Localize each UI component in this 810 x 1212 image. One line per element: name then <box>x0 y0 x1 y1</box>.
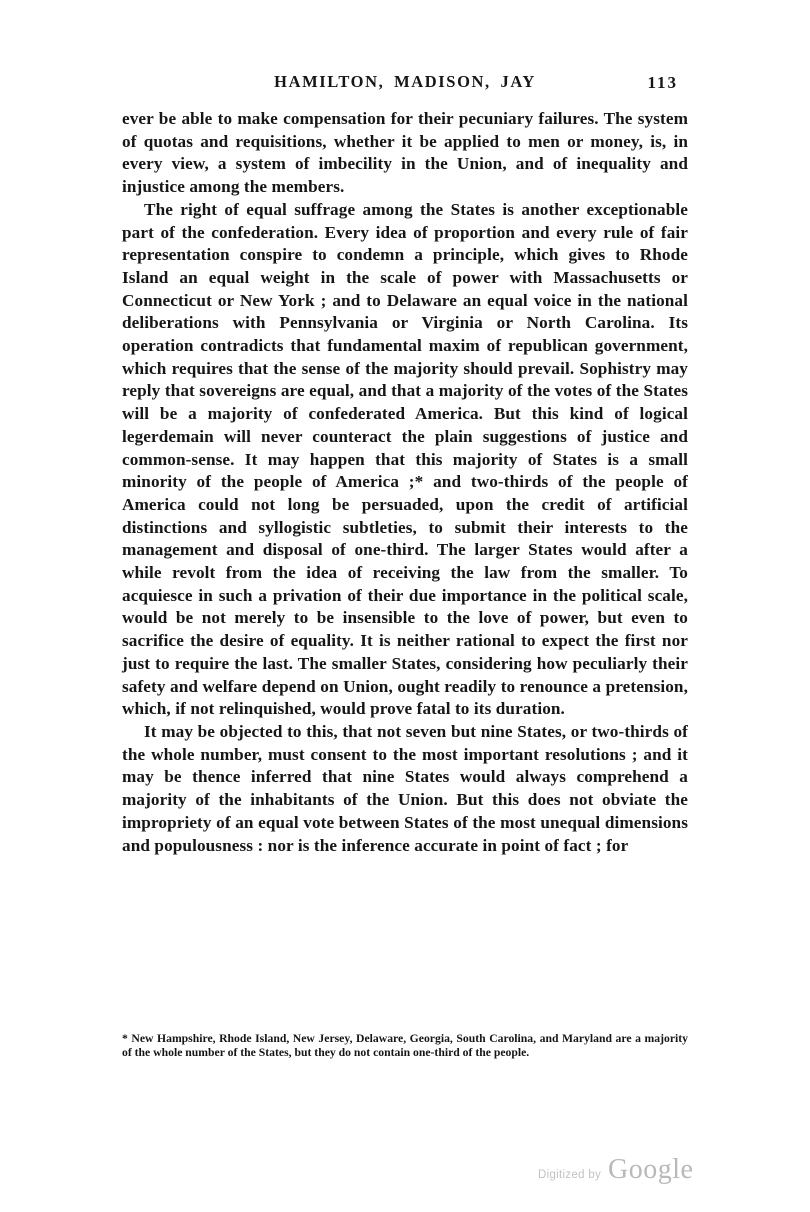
running-title: HAMILTON, MADISON, JAY <box>274 72 536 91</box>
google-logo: Google <box>608 1154 694 1185</box>
paragraph-equal-suffrage: The right of equal suffrage among the States is another exceptionable part of the confederation. Every idea of proportion and every rule of fair representation conspire to condemn a principle, which gives to Rhode Island an equal weight in the scale of power with Massachusetts or Connecticut or New York ; and to Delaware an equal voice in the national deliberations with Pennsylvania or Virginia or North Carolina. Its operation contradicts that fundamental maxim of republican government, which requires that the sense of the majority should prevail. Sophistry may reply that sovereigns are equal, and that a majority of the votes of the States will be a majority of confederated America. But this kind of logical legerdemain will never counteract the plain suggestions of justice and common-sense. It may happen that this majority of States is a small minority of the people of America ;* and two-thirds of the people of America could not long be persuaded, upon the credit of artificial distinctions and syllogistic subtleties, to submit their interests to the management and disposal of one-third. The larger States would after a while revolt from the idea of receiving the law from the smaller. To acquiesce in such a privation of their due importance in the political scale, would be not merely to be insensible to the love of power, but even to sacrifice the desire of equality. It is neither rational to expect the first nor just to require the last. The smaller States, considering how peculiarly their safety and welfare depend on Union, ought readily to renounce a pretension, which, if not relinquished, would prove fatal to its duration. <box>122 199 688 719</box>
watermark-prefix-text: Digitized by <box>538 1169 602 1181</box>
paragraph-continuation: ever be able to make compensation for their pecuniary failures. The system of quotas and requisitions, whether it be applied to men or money, is, in every view, a system of imbecility in the Union, and of inequality and injustice among the members. <box>122 109 688 197</box>
footnote: * New Hampshire, Rhode Island, New Jersey, Delaware, Georgia, South Carolina, and Maryland are a majority of the whole number of the States, but they do not contain one-third of the people. <box>122 1032 688 1059</box>
body-text <box>122 108 688 857</box>
page-number: 113 <box>647 73 678 92</box>
running-head <box>122 72 688 96</box>
paragraph-nine-states: It may be objected to this, that not seven but nine States, or two-thirds of the whole number, must consent to the most important resolutions ; and it may be thence inferred that nine States would always comprehend a majority of the inhabitants of the Union. But this does not obviate the impropriety of an equal vote between States of the most unequal dimensions and populousness : nor is the inference accurate in point of fact ; for <box>122 721 688 855</box>
digitized-by-google-watermark <box>538 1156 693 1184</box>
